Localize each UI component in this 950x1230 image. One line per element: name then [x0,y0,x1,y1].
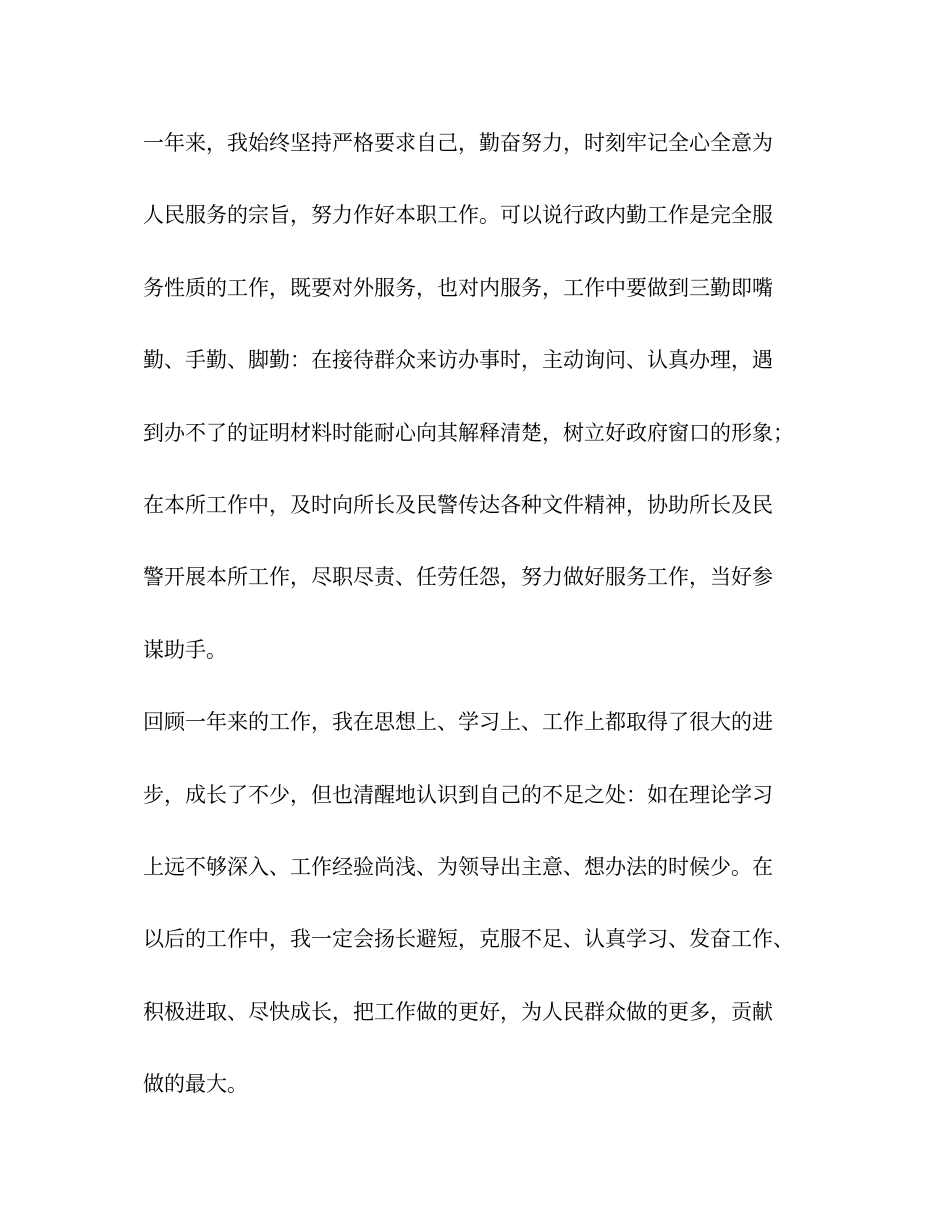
text-line: 步，成长了不少，但也清醒地认识到自己的不足之处：如在理论学习 [143,782,773,807]
text-line: 警开展本所工作，尽职尽责、任劳任怨，努力做好服务工作，当好参 [143,565,773,590]
text-line: 上远不够深入、工作经验尚浅、为领导出主意、想办法的时候少。在 [143,854,773,879]
text-line: 到办不了的证明材料时能耐心向其解释清楚，树立好政府窗口的形象； [143,420,794,445]
text-line: 做的最大。 [143,1072,248,1097]
paragraph [143,117,808,696]
document-body [143,117,808,1130]
paragraph [143,696,808,1130]
text-line: 积极进取、尽快成长，把工作做的更好，为人民群众做的更多，贡献 [143,999,773,1024]
text-line: 谋助手。 [143,637,227,662]
text-line: 回顾一年来的工作，我在思想上、学习上、工作上都取得了很大的进 [143,710,773,735]
text-line: 勤、手勤、脚勤：在接待群众来访办事时，主动询问、认真办理，遇 [143,348,773,373]
text-line: 务性质的工作，既要对外服务，也对内服务，工作中要做到三勤即嘴 [143,275,773,300]
text-line: 以后的工作中，我一定会扬长避短，克服不足、认真学习、发奋工作、 [143,927,794,952]
text-line: 一年来，我始终坚持严格要求自己，勤奋努力，时刻牢记全心全意为 [143,131,773,155]
text-line: 人民服务的宗旨，努力作好本职工作。可以说行政内勤工作是完全服 [143,203,773,228]
text-line: 在本所工作中，及时向所长及民警传达各种文件精神，协助所长及民 [143,492,773,517]
